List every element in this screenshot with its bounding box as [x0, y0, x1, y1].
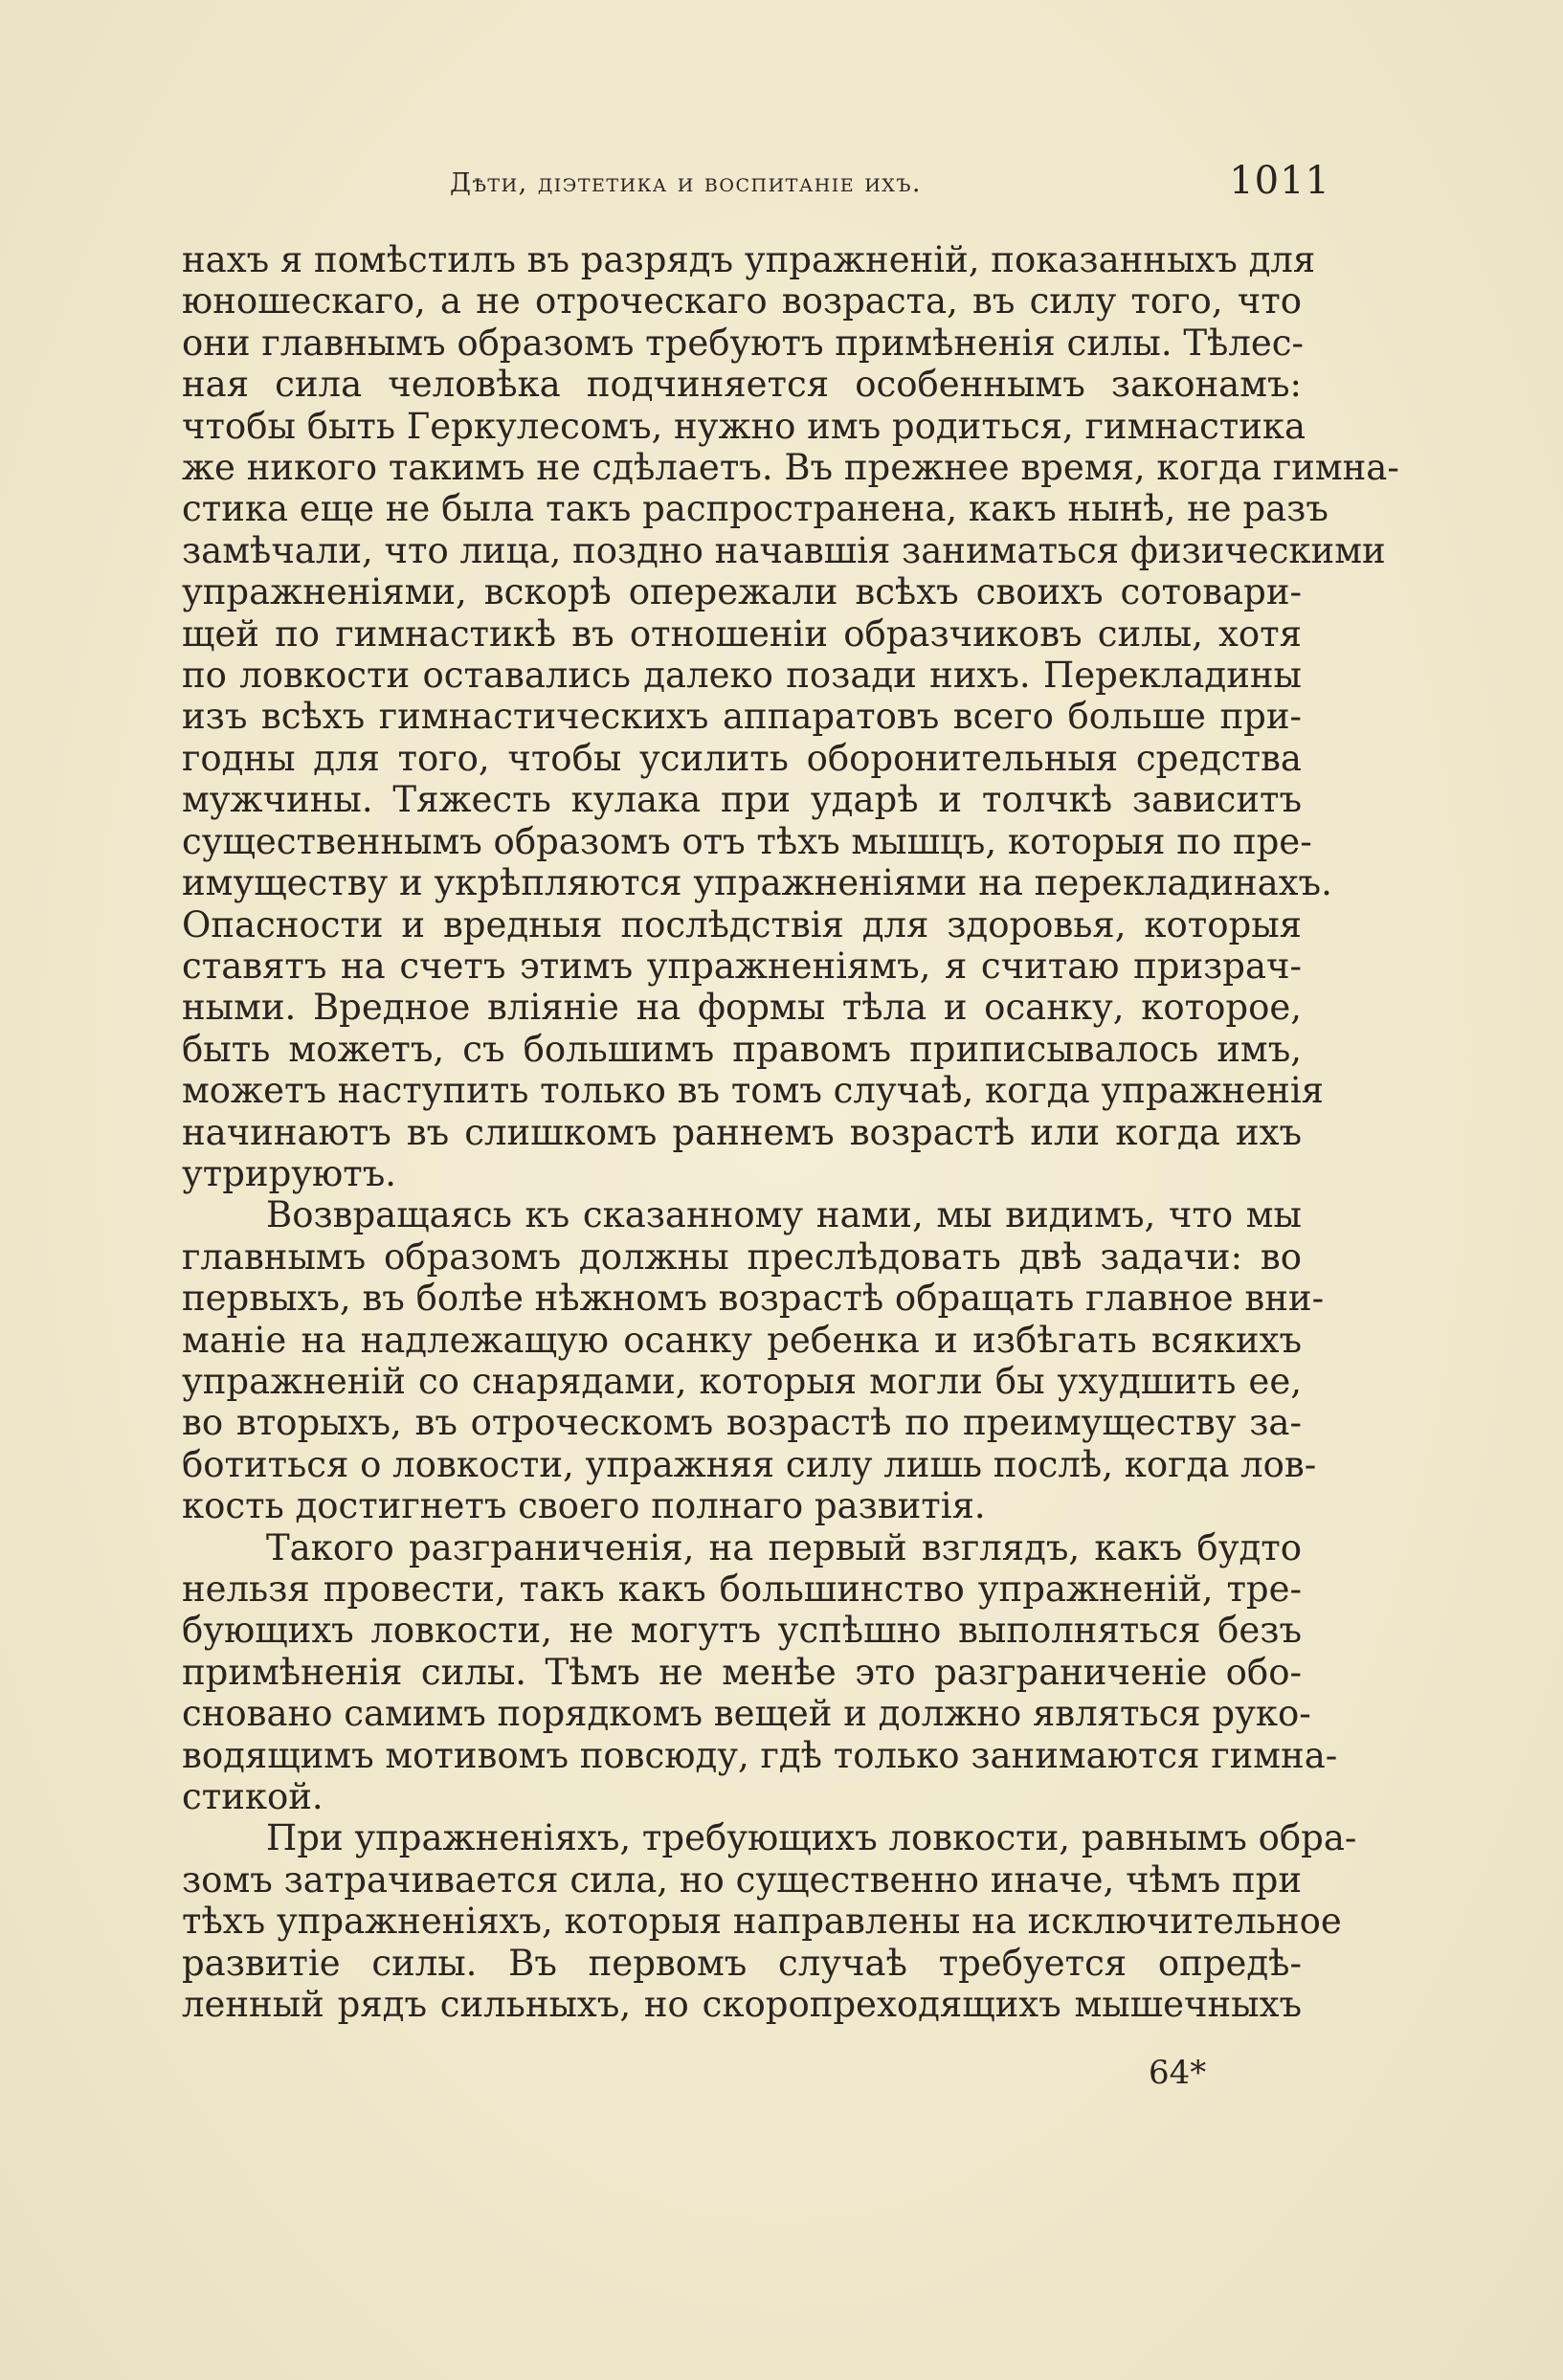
text-line: водящимъ мотивомъ повсюду, гдѣ только занимаются гимна-: [182, 1734, 1338, 1776]
paragraph-first-line: Возвращаясь къ сказанному нами, мы видимъ, что мы: [266, 1194, 1302, 1236]
text-line: существеннымъ образомъ отъ тѣхъ мышцъ, которыя по пре-: [182, 820, 1312, 862]
text-line: юношескаго, а не отроческаго возраста, въ силу того, что: [182, 280, 1302, 323]
text-line: ленный рядъ сильныхъ, но скоропреходящихъ мышечныхъ: [182, 1984, 1302, 2026]
text-line: мужчины. Тяжесть кулака при ударѣ и толчкѣ зависитъ: [182, 779, 1302, 821]
running-head: [450, 159, 1330, 211]
text-line: нахъ я помѣстилъ въ разрядъ упражненій, показанныхъ для: [182, 239, 1316, 280]
text-line: упражненій со снарядами, которыя могли бы ухудшить ее,: [182, 1360, 1302, 1402]
text-line: ботиться о ловкости, упражняя силу лишь послѣ, когда лов-: [182, 1443, 1317, 1485]
text-line: тѣхъ упражненіяхъ, которыя направлены на исключительное: [182, 1901, 1342, 1943]
text-line: кость достигнетъ своего полнаго развитія.: [182, 1485, 986, 1527]
text-line: ными. Вредное вліяніе на формы тѣла и осанку, которое,: [182, 987, 1302, 1029]
text-line: стикой.: [182, 1776, 324, 1818]
text-line: маніе на надлежащую осанку ребенка и избѣгать всякихъ: [182, 1319, 1302, 1361]
running-title: Дѣти, діэтетика и воспитаніе ихъ.: [450, 168, 923, 198]
text-line: во вторыхъ, въ отроческомъ возрастѣ по преимуществу за-: [182, 1402, 1302, 1444]
text-line: главнымъ образомъ должны преслѣдовать двѣ задачи: во: [182, 1235, 1302, 1278]
text-line: ставятъ на счетъ этимъ упражненіямъ, я считаю призрач-: [182, 945, 1302, 987]
text-line: примѣненія силы. Тѣмъ не менѣе это разграниченіе обо-: [182, 1651, 1302, 1693]
text-line: первыхъ, въ болѣе нѣжномъ возрастѣ обращать главное вни-: [182, 1278, 1325, 1320]
text-line: же никого такимъ не сдѣлаетъ. Въ прежнее время, когда гимна-: [182, 447, 1399, 489]
paragraph-first-line: Такого разграниченія, на первый взглядъ, какъ будто: [266, 1526, 1302, 1568]
text-line: быть можетъ, съ большимъ правомъ приписывалось имъ,: [182, 1028, 1302, 1070]
text-line: стика еще не была такъ распространена, какъ нынѣ, не разъ: [182, 488, 1329, 530]
text-line: чтобы быть Геркулесомъ, нужно имъ родиться, гимнастика: [182, 405, 1306, 447]
page-number: 1011: [1229, 159, 1330, 203]
text-line: Опасности и вредныя послѣдствія для здоровья, которыя: [182, 903, 1302, 945]
text-line: нельзя провести, такъ какъ большинство упражненій, тре-: [182, 1568, 1302, 1610]
text-line: начинаютъ въ слишкомъ раннемъ возрастѣ или когда ихъ: [182, 1111, 1302, 1153]
text-line: утрируютъ.: [182, 1152, 397, 1194]
text-line: по ловкости оставались далеко позади нихъ. Перекладины: [182, 655, 1302, 697]
text-line: развитіе силы. Въ первомъ случаѣ требуется опредѣ-: [182, 1942, 1302, 1984]
body-text: [182, 239, 1399, 2026]
text-line: зомъ затрачивается сила, но существенно иначе, чѣмъ при: [182, 1858, 1302, 1901]
text-line: имуществу и укрѣпляются упражненіями на перекладинахъ.: [182, 862, 1332, 904]
text-line: изъ всѣхъ гимнастическихъ аппаратовъ всего больше при-: [182, 696, 1302, 738]
text-line: замѣчали, что лица, поздно начавшія заниматься физическими: [182, 529, 1386, 571]
signature-mark: 64*: [1149, 2054, 1207, 2092]
text-line: щей по гимнастикѣ въ отношеніи образчиковъ силы, хотя: [182, 612, 1302, 655]
text-line: они главнымъ образомъ требуютъ примѣненія силы. Тѣлес-: [182, 322, 1304, 364]
text-line: упражненіями, вскорѣ опережали всѣхъ своихъ сотовари-: [182, 571, 1302, 613]
text-line: годны для того, чтобы усилить оборонительныя средства: [182, 737, 1302, 779]
paragraph-first-line: При упражненіяхъ, требующихъ ловкости, равнымъ обра-: [266, 1817, 1357, 1859]
text-line: ная сила человѣка подчиняется особеннымъ законамъ:: [182, 364, 1302, 406]
text-line: бующихъ ловкости, не могутъ успѣшно выполняться безъ: [182, 1610, 1302, 1652]
text-line: сновано самимъ порядкомъ вещей и должно являться руко-: [182, 1693, 1311, 1735]
text-line: можетъ наступить только въ томъ случаѣ, когда упражненія: [182, 1070, 1324, 1112]
